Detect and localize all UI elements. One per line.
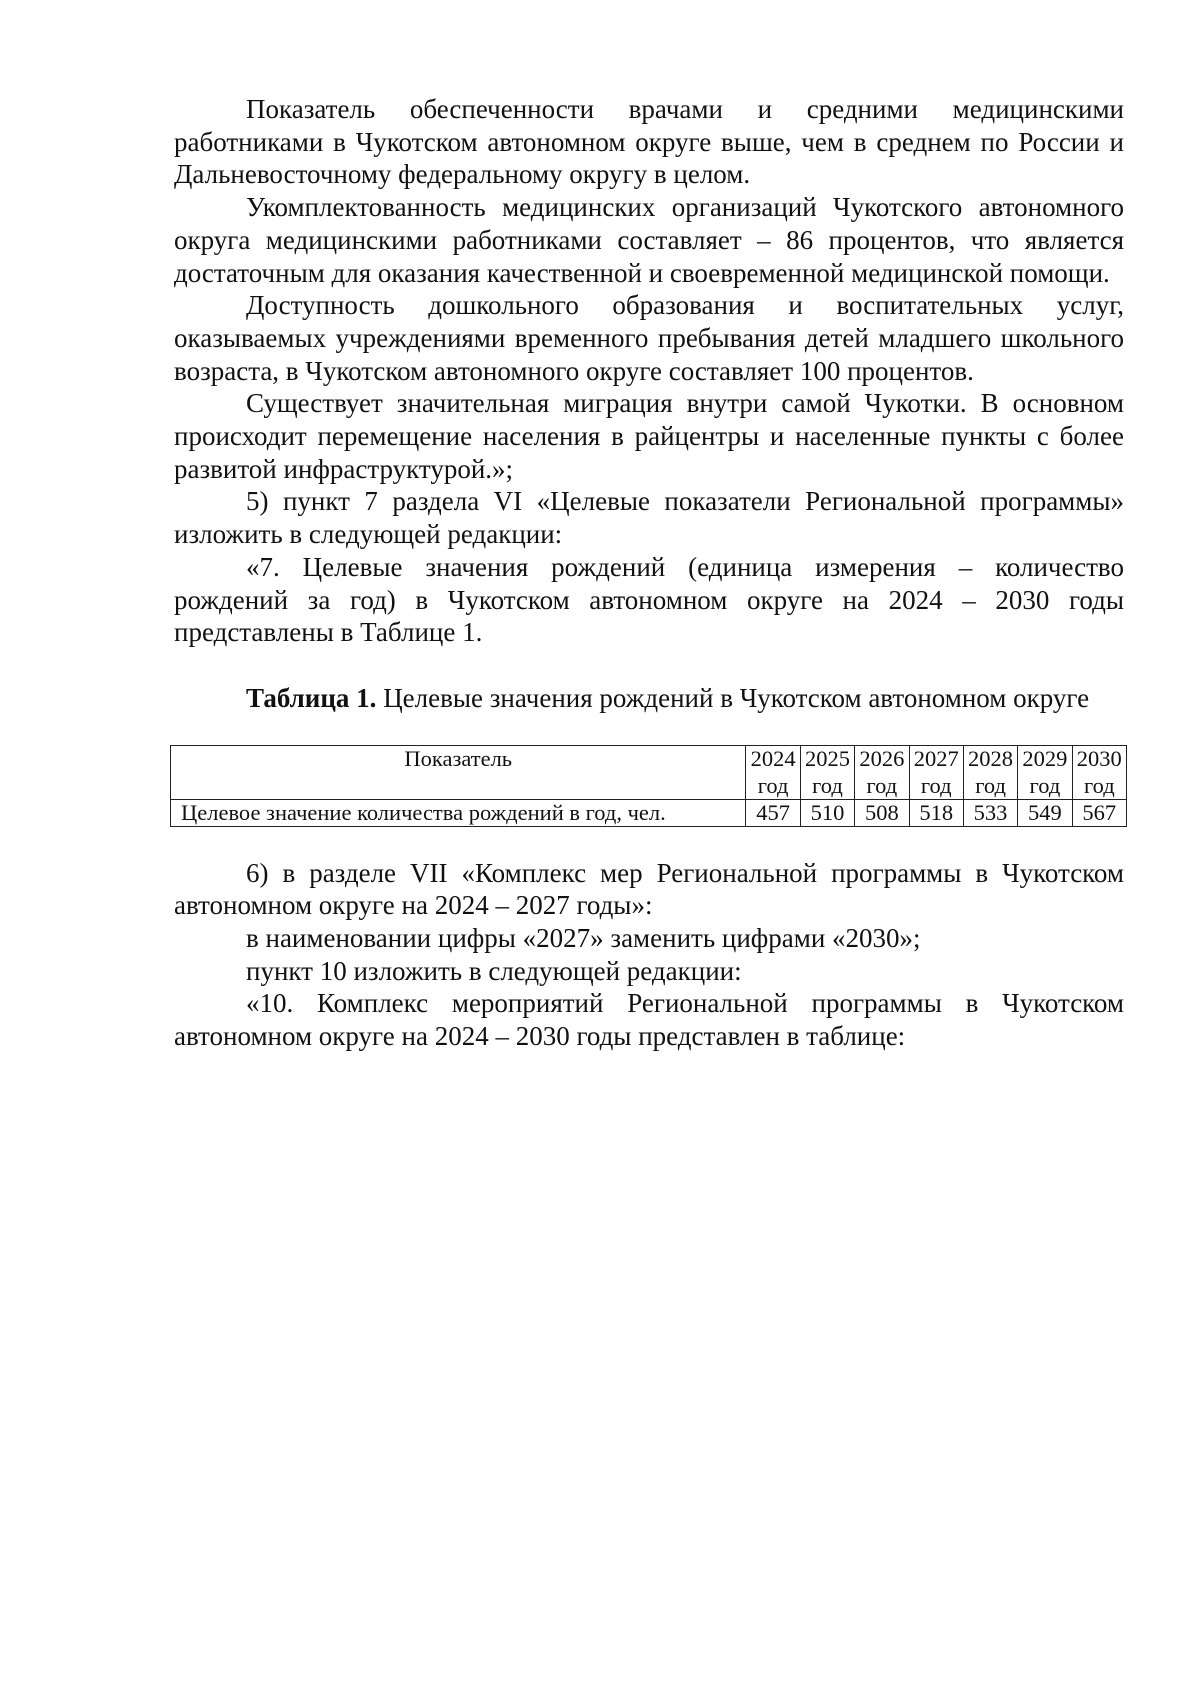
paragraph-item-5: 5) пункт 7 раздела VI «Целевые показатели Региональной программы» изложить в следующей редакции: xyxy=(174,486,1124,550)
table-caption-text: Целевые значения рождений в Чукотском автономном округе xyxy=(383,682,1090,713)
table-cell-value: 510 xyxy=(800,799,854,826)
year-unit: год xyxy=(866,772,898,798)
paragraph-item-6: 6) в разделе VII «Комплекс мер Региональной программы в Чукотском автономном округе на 2024 – 2027 годы»: xyxy=(174,857,1124,921)
paragraph-staffing-indicator: Показатель обеспеченности врачами и средними медицинскими работниками в Чукотском автономном округе выше, чем в среднем по России и Дальневосточному федеральному округу в целом. xyxy=(174,94,1124,190)
year-label: 2025 xyxy=(804,745,850,771)
year-unit: год xyxy=(1083,772,1115,798)
year-label: 2030 xyxy=(1076,745,1122,771)
paragraph-preschool-access: Доступность дошкольного образования и воспитательных услуг, оказываемых учреждениями временного пребывания детей младшего школьного возраста, в Чукотском автономного округе составляет 100 процентов. xyxy=(174,290,1124,386)
document-page xyxy=(174,93,1124,1053)
paragraph-rename-digits: в наименовании цифры «2027» заменить цифрами «2030»; xyxy=(246,923,921,954)
table-header-label: Показатель xyxy=(171,745,746,799)
table-header-year xyxy=(1072,745,1126,799)
table-header-year xyxy=(909,745,963,799)
table-cell-value: 508 xyxy=(855,799,909,826)
table-cell-value: 518 xyxy=(909,799,963,826)
table-row xyxy=(171,799,1127,826)
year-unit: год xyxy=(920,772,952,798)
year-unit: год xyxy=(975,772,1006,798)
table-header-year xyxy=(800,745,854,799)
table-cell-value: 533 xyxy=(963,799,1017,826)
table-cell-value: 457 xyxy=(746,799,800,826)
births-target-table xyxy=(170,745,1127,827)
year-label: 2028 xyxy=(968,745,1014,771)
table-row-label: Целевое значение количества рождений в год, чел. xyxy=(171,799,746,826)
year-unit: год xyxy=(757,772,789,798)
paragraph-item-7: «7. Целевые значения рождений (единица измерения – количество рождений за год) в Чукотском автономном округе на 2024 – 2030 годы представлены в Таблице 1. xyxy=(174,551,1124,648)
table-header-row xyxy=(171,745,1127,799)
year-label: 2029 xyxy=(1022,745,1068,771)
year-label: 2027 xyxy=(913,745,959,771)
table-caption xyxy=(174,682,1124,715)
paragraph-item-10: «10. Комплекс мероприятий Региональной программы в Чукотском автономном округе на 2024 – 2030 годы представлен в таблице: xyxy=(174,988,1124,1052)
paragraph-item-10-intro: пункт 10 изложить в следующей редакции: xyxy=(246,955,742,986)
year-label: 2026 xyxy=(859,745,905,771)
table-container xyxy=(170,745,1127,827)
table-header-year xyxy=(963,745,1017,799)
table-cell-value: 567 xyxy=(1072,799,1126,826)
year-unit: год xyxy=(812,772,843,798)
table-header-year xyxy=(746,745,800,799)
year-label: 2024 xyxy=(750,745,796,771)
table-cell-value: 549 xyxy=(1018,799,1072,826)
paragraph-migration: Существует значительная миграция внутри самой Чукотки. В основном происходит перемещение населения в райцентры и населенные пункты с более развитой инфраструктурой.»; xyxy=(174,388,1124,484)
table-header-year xyxy=(855,745,909,799)
paragraph-staffing-level: Укомплектованность медицинских организаций Чукотского автономного округа медицинскими работниками составляет – 86 процентов, что является достаточным для оказания качественной и своевременной медицинской помощи. xyxy=(174,192,1124,288)
table-caption-label: Таблица 1. xyxy=(246,682,377,713)
table-header-year xyxy=(1018,745,1072,799)
year-unit: год xyxy=(1029,772,1061,798)
